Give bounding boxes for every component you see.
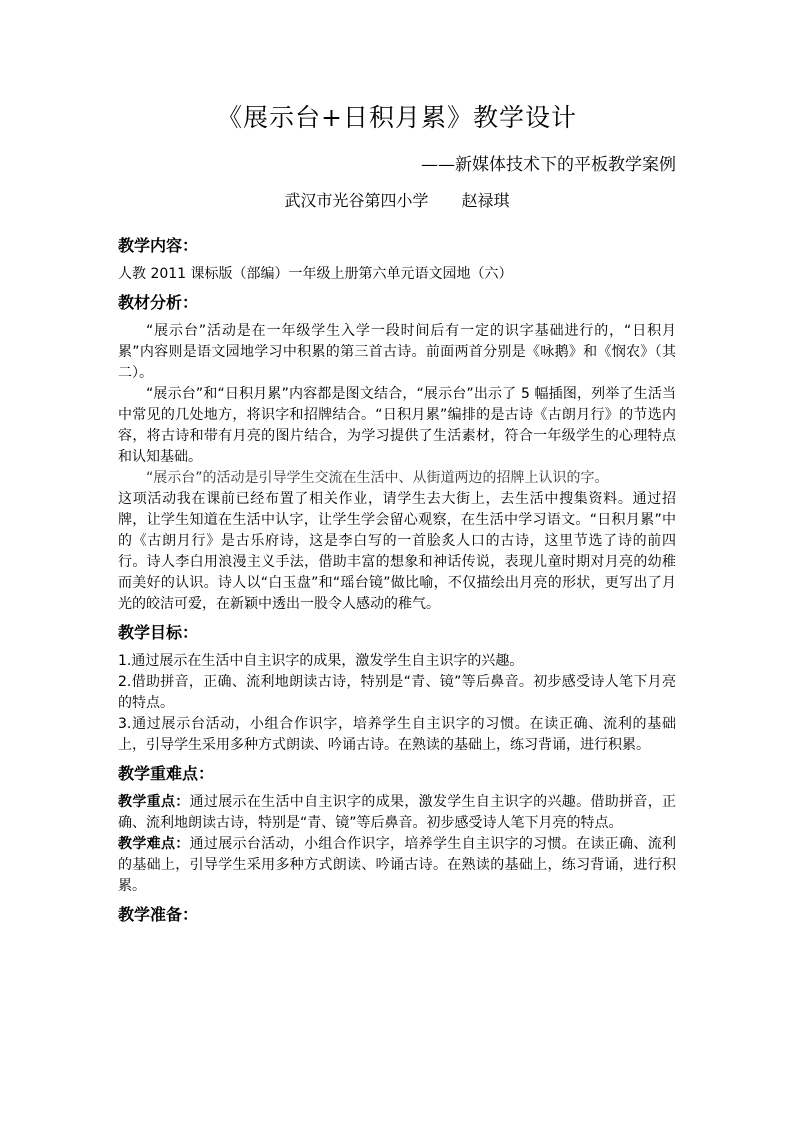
section-heading-content: 教学内容：: [118, 236, 199, 255]
section-heading-goals: 教学目标：: [118, 623, 199, 642]
analysis-paragraph-4: 这项活动我在课前已经布置了相关作业，请学生去大街上，去生活中搜集资料。通过招牌，让学生知道在生活中认字，让学生学会留心观察，在生活中学习语文。“日积月累”中的《古朗月行》是古乐府诗，这是李白写的一首脍炙人口的古诗，这里节选了诗的前四行。诗人李白用浪漫主义手法，借助丰富的想象和神话传说，表现儿童时期对月亮的幼稚而美好的认识。诗人以“白玉盘”和“瑶台镜”做比喻，不仅描绘出月亮的形状，更写出了月光的皎洁可爱，在新颖中透出一股令人感动的稚气。: [118, 491, 676, 612]
document-body: [118, 228, 676, 933]
author-line: [0, 188, 794, 211]
difficulty-label: 教学难点：: [118, 836, 190, 852]
difficulty-paragraph: [118, 834, 676, 897]
goal-item-3: 3.通过展示台活动，小组合作识字，培养学生自主识字的习惯。在读正确、流利的基础上，引导学生采用多种方式朗读、吟诵古诗。在熟读的基础上，练习背诵，进行积累。: [118, 716, 676, 753]
focus-paragraph: [118, 792, 676, 834]
analysis-paragraph-2: “展示台”和“日积月累”内容都是图文结合，“展示台”出示了 5 幅插图，列举了生活当中常见的几处地方，将识字和招牌结合。“日积月累”编排的是古诗《古朗月行》的节选内容，将古诗和带有月亮的图片结合，为学习提供了生活素材，符合一年级学生的心理特点和认知基础。: [118, 386, 676, 465]
analysis-paragraph-1: “展示台”活动是在一年级学生入学一段时间后有一定的识字基础进行的，“日积月累”内容则是语文园地学习中积累的第三首古诗。前面两首分别是《咏鹅》和《悯农》（其二）。: [118, 323, 676, 381]
section-heading-preparation: 教学准备：: [118, 905, 199, 924]
section-heading-analysis: 教材分析：: [118, 293, 199, 312]
focus-text: 通过展示在生活中自主识字的成果，激发学生自主识字的兴趣。借助拼音，正确、流利地朗读古诗，特别是“青、镜”等后鼻音。初步感受诗人笔下月亮的特点。: [118, 794, 677, 831]
goal-item-1: 1.通过展示在生活中自主识字的成果，激发学生自主识字的兴趣。: [118, 653, 524, 669]
document-title: 《展示台+日积月累》教学设计: [217, 103, 577, 132]
author-name: 赵禄琪: [461, 191, 510, 210]
content-text: 人教 2011 课标版（部编）一年级上册第六单元语文园地（六）: [118, 266, 513, 282]
document-subtitle: ——新媒体技术下的平板教学案例: [421, 155, 676, 175]
author-school: 武汉市光谷第四小学: [284, 191, 429, 210]
focus-label: 教学重点：: [118, 794, 190, 810]
goal-item-2: 2.借助拼音，正确、流利地朗读古诗，特别是“青、镜”等后鼻音。初步感受诗人笔下月亮的特点。: [118, 674, 676, 711]
section-heading-keypoints: 教学重难点：: [118, 764, 215, 783]
difficulty-text: 通过展示台活动，小组合作识字，培养学生自主识字的习惯。在读正确、流利的基础上，引导学生采用多种方式朗读、吟诵古诗。在熟读的基础上，练习背诵，进行积累。: [118, 836, 677, 894]
analysis-paragraph-3: “展示台”的活动是引导学生交流在生活中、从街道两边的招牌上认识的字。: [146, 470, 609, 486]
